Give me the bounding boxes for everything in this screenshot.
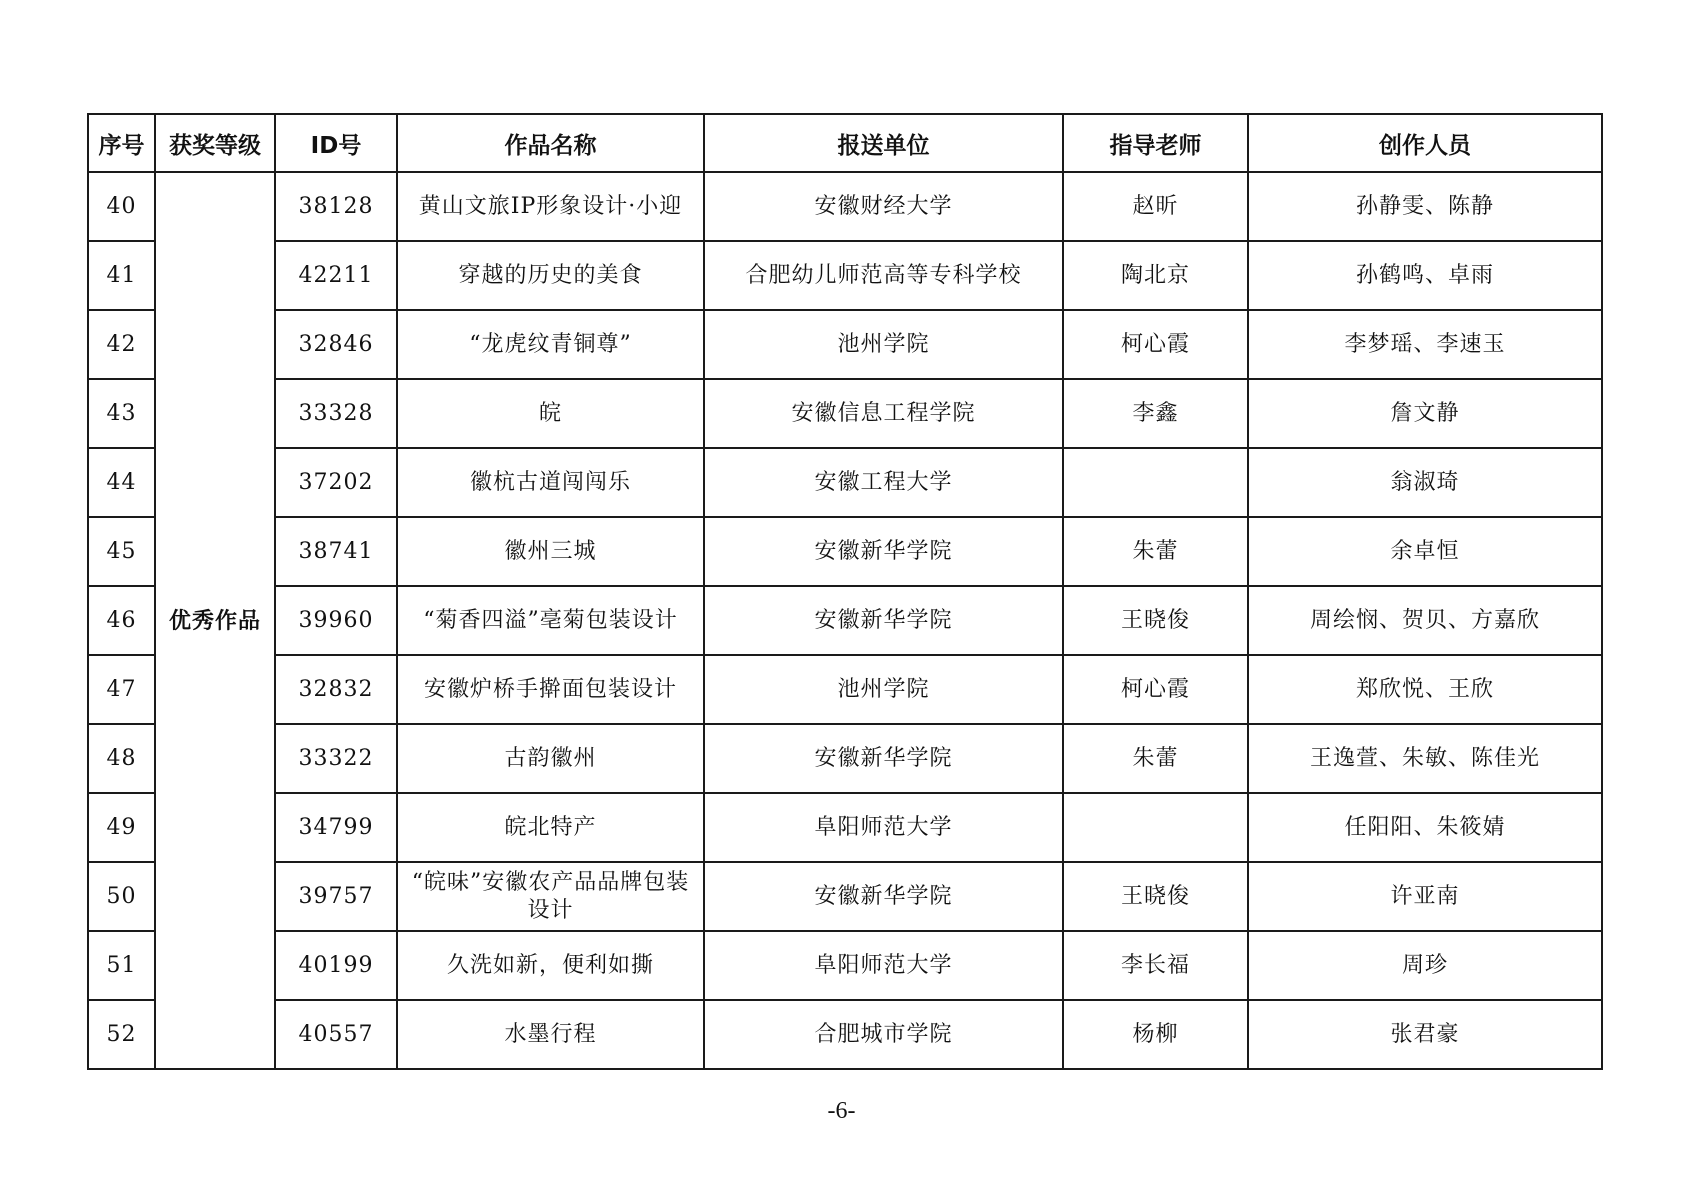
- cell-teacher: 王晓俊: [1063, 586, 1248, 655]
- cell-id: 40557: [275, 1000, 397, 1069]
- header-id: ID号: [275, 114, 397, 172]
- cell-id: 40199: [275, 931, 397, 1000]
- table-body: [88, 172, 1602, 1069]
- cell-work: 黄山文旅IP形象设计·小迎: [397, 172, 704, 241]
- cell-teacher: [1063, 448, 1248, 517]
- cell-teacher: 李长福: [1063, 931, 1248, 1000]
- header-seq: 序号: [88, 114, 155, 172]
- cell-creators: 郑欣悦、王欣: [1248, 655, 1602, 724]
- cell-seq: 50: [88, 862, 155, 931]
- cell-seq: 41: [88, 241, 155, 310]
- cell-seq: 48: [88, 724, 155, 793]
- header-level: 获奖等级: [155, 114, 275, 172]
- cell-creators: 翁淑琦: [1248, 448, 1602, 517]
- cell-id: 39757: [275, 862, 397, 931]
- page-number: -6-: [827, 1098, 856, 1124]
- awards-table: [87, 113, 1603, 1070]
- cell-teacher: [1063, 793, 1248, 862]
- cell-id: 34799: [275, 793, 397, 862]
- cell-work: 穿越的历史的美食: [397, 241, 704, 310]
- table-row: [88, 586, 1602, 655]
- cell-seq: 47: [88, 655, 155, 724]
- cell-unit: 池州学院: [704, 310, 1063, 379]
- cell-teacher: 王晓俊: [1063, 862, 1248, 931]
- cell-unit: 安徽信息工程学院: [704, 379, 1063, 448]
- cell-work: 水墨行程: [397, 1000, 704, 1069]
- cell-work: “菊香四溢”亳菊包装设计: [397, 586, 704, 655]
- cell-creators: 余卓恒: [1248, 517, 1602, 586]
- cell-id: 42211: [275, 241, 397, 310]
- cell-teacher: 赵昕: [1063, 172, 1248, 241]
- cell-work: 皖北特产: [397, 793, 704, 862]
- cell-award-level: 优秀作品: [155, 172, 275, 1069]
- cell-unit: 合肥幼儿师范高等专科学校: [704, 241, 1063, 310]
- cell-work: 安徽炉桥手擀面包装设计: [397, 655, 704, 724]
- cell-unit: 安徽工程大学: [704, 448, 1063, 517]
- table-row: [88, 724, 1602, 793]
- cell-id: 38741: [275, 517, 397, 586]
- table-row: [88, 241, 1602, 310]
- cell-seq: 45: [88, 517, 155, 586]
- cell-creators: 许亚南: [1248, 862, 1602, 931]
- cell-teacher: 柯心霞: [1063, 655, 1248, 724]
- cell-seq: 43: [88, 379, 155, 448]
- cell-teacher: 朱蕾: [1063, 724, 1248, 793]
- cell-work: 皖: [397, 379, 704, 448]
- table-row: [88, 310, 1602, 379]
- cell-unit: 池州学院: [704, 655, 1063, 724]
- header-teacher: 指导老师: [1063, 114, 1248, 172]
- table-row: [88, 379, 1602, 448]
- cell-unit: 阜阳师范大学: [704, 931, 1063, 1000]
- cell-id: 32832: [275, 655, 397, 724]
- table-row: [88, 448, 1602, 517]
- table-row: [88, 931, 1602, 1000]
- header-work: 作品名称: [397, 114, 704, 172]
- cell-seq: 51: [88, 931, 155, 1000]
- cell-id: 32846: [275, 310, 397, 379]
- cell-unit: 安徽新华学院: [704, 862, 1063, 931]
- table-row: [88, 655, 1602, 724]
- cell-creators: 王逸萱、朱敏、陈佳光: [1248, 724, 1602, 793]
- cell-id: 37202: [275, 448, 397, 517]
- cell-id: 38128: [275, 172, 397, 241]
- cell-creators: 孙鹤鸣、卓雨: [1248, 241, 1602, 310]
- cell-creators: 孙静雯、陈静: [1248, 172, 1602, 241]
- cell-unit: 安徽新华学院: [704, 586, 1063, 655]
- cell-seq: 40: [88, 172, 155, 241]
- cell-unit: 安徽新华学院: [704, 724, 1063, 793]
- cell-creators: 李梦瑶、李速玉: [1248, 310, 1602, 379]
- table-row: [88, 862, 1602, 931]
- header-unit: 报送单位: [704, 114, 1063, 172]
- header-row: [88, 114, 1602, 172]
- cell-teacher: 李鑫: [1063, 379, 1248, 448]
- cell-id: 33322: [275, 724, 397, 793]
- cell-teacher: 柯心霞: [1063, 310, 1248, 379]
- cell-creators: 任阳阳、朱筱婧: [1248, 793, 1602, 862]
- cell-teacher: 杨柳: [1063, 1000, 1248, 1069]
- cell-seq: 42: [88, 310, 155, 379]
- cell-work: 徽州三城: [397, 517, 704, 586]
- cell-work: “龙虎纹青铜尊”: [397, 310, 704, 379]
- table-row: [88, 172, 1602, 241]
- cell-unit: 安徽新华学院: [704, 517, 1063, 586]
- cell-unit: 合肥城市学院: [704, 1000, 1063, 1069]
- cell-creators: 詹文静: [1248, 379, 1602, 448]
- table-row: [88, 517, 1602, 586]
- cell-work: 徽杭古道闯闯乐: [397, 448, 704, 517]
- cell-work: “皖味”安徽农产品品牌包装设计: [397, 862, 704, 931]
- cell-creators: 张君豪: [1248, 1000, 1602, 1069]
- cell-seq: 44: [88, 448, 155, 517]
- cell-work: 古韵徽州: [397, 724, 704, 793]
- cell-id: 33328: [275, 379, 397, 448]
- cell-unit: 安徽财经大学: [704, 172, 1063, 241]
- cell-seq: 52: [88, 1000, 155, 1069]
- cell-creators: 周珍: [1248, 931, 1602, 1000]
- cell-seq: 49: [88, 793, 155, 862]
- cell-id: 39960: [275, 586, 397, 655]
- cell-seq: 46: [88, 586, 155, 655]
- cell-teacher: 朱蕾: [1063, 517, 1248, 586]
- cell-work: 久洗如新，便利如撕: [397, 931, 704, 1000]
- cell-creators: 周绘悯、贺贝、方嘉欣: [1248, 586, 1602, 655]
- cell-teacher: 陶北京: [1063, 241, 1248, 310]
- header-creators: 创作人员: [1248, 114, 1602, 172]
- table-row: [88, 793, 1602, 862]
- table-row: [88, 1000, 1602, 1069]
- cell-unit: 阜阳师范大学: [704, 793, 1063, 862]
